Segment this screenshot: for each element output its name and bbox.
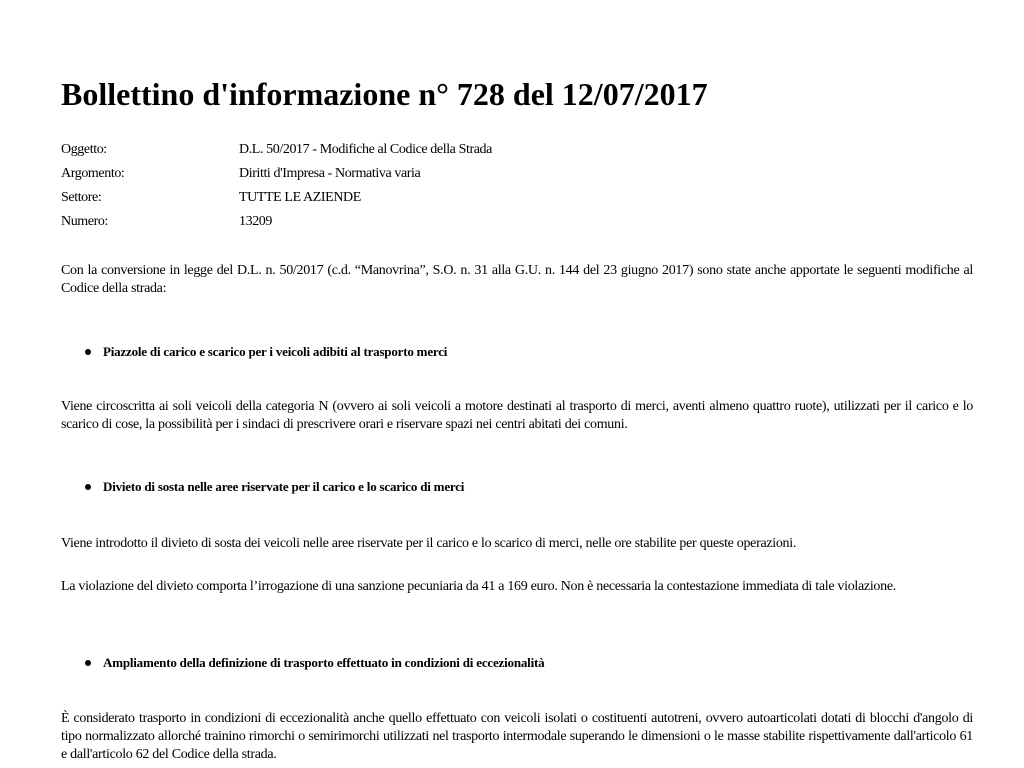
meta-label: Argomento: bbox=[61, 166, 125, 181]
meta-value: 13209 bbox=[239, 214, 273, 229]
section-heading-text: Ampliamento della definizione di trasporto effettuato in condizioni di eccezionalità bbox=[103, 655, 545, 670]
bullet-icon bbox=[85, 660, 91, 666]
meta-label: Numero: bbox=[61, 214, 108, 229]
section-heading bbox=[85, 343, 447, 361]
section-heading-text: Divieto di sosta nelle aree riservate per il carico e lo scarico di merci bbox=[103, 479, 465, 494]
page-title: Bollettino d'informazione n° 728 del 12/07/2017 bbox=[61, 76, 708, 112]
section-paragraph: Viene introdotto il divieto di sosta dei veicoli nelle aree riservate per il carico e lo scarico di merci, nelle ore stabilite per queste operazioni. bbox=[61, 536, 797, 551]
meta-row-argomento bbox=[61, 162, 492, 186]
meta-label: Settore: bbox=[61, 190, 102, 205]
meta-value: D.L. 50/2017 - Modifiche al Codice della Strada bbox=[239, 142, 492, 157]
meta-label: Oggetto: bbox=[61, 142, 107, 157]
section-heading bbox=[85, 478, 464, 496]
section-heading bbox=[85, 654, 544, 672]
meta-value: TUTTE LE AZIENDE bbox=[239, 190, 361, 205]
bullet-icon bbox=[85, 349, 91, 355]
section-paragraph: La violazione del divieto comporta l’irrogazione di una sanzione pecuniaria da 41 a 169 euro. Non è necessaria la contestazione immediata di tale violazione. bbox=[61, 579, 896, 594]
meta-value: Diritti d'Impresa - Normativa varia bbox=[239, 166, 421, 181]
intro-paragraph: Con la conversione in legge del D.L. n. 50/2017 (c.d. “Manovrina”, S.O. n. 31 alla G.U. n. 144 del 23 giugno 2017) sono state anche apportate le seguenti modifiche al Codice della strada: bbox=[61, 263, 973, 296]
meta-row-numero bbox=[61, 210, 492, 234]
meta-row-settore bbox=[61, 186, 492, 210]
meta-row-oggetto bbox=[61, 138, 492, 162]
metadata-table bbox=[61, 138, 492, 234]
bullet-icon bbox=[85, 484, 91, 490]
section-paragraph: Viene circoscritta ai soli veicoli della categoria N (ovvero ai soli veicoli a motore destinati al trasporto di merci, aventi almeno quattro ruote), utilizzati per il carico e lo scarico di cose, la possibilità per i sindaci di prescrivere orari e riservare spazi nei centri abitati dei comuni. bbox=[61, 399, 973, 432]
section-heading-text: Piazzole di carico e scarico per i veicoli adibiti al trasporto merci bbox=[103, 344, 448, 359]
section-paragraph: È considerato trasporto in condizioni di eccezionalità anche quello effettuato con veicoli isolati o costituenti autotreni, ovvero autoarticolati dotati di blocchi d'angolo di tipo normalizzato allorché trainino rimorchi o semirimorchi utilizzati nel trasporto intermodale superando le dimensioni o le masse stabilite rispettivamente dall'articolo 61 e dall'articolo 62 del Codice della strada. bbox=[61, 711, 973, 762]
